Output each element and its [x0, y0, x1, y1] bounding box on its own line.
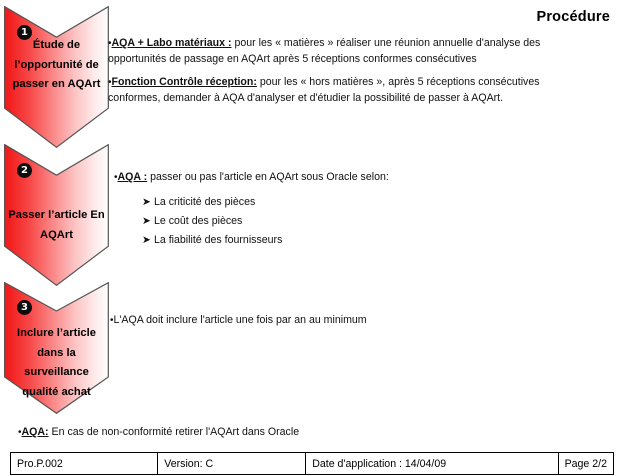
footer-version: Version: C: [158, 453, 306, 475]
criteria-list: [114, 195, 534, 249]
page-title: Procédure: [536, 9, 610, 25]
bullet-icon: •: [18, 427, 22, 438]
process-step-1: [4, 6, 109, 148]
bullet-icon: •: [108, 38, 112, 49]
arrow-right-icon: ➤: [142, 195, 151, 208]
paragraph-text: L'AQA doit inclure l'article une fois par an au minimum: [113, 314, 367, 326]
step-number-badge-1: 1: [17, 25, 32, 40]
paragraph-text: En cas de non-conformité retirer l'AQArt dans Oracle: [48, 426, 300, 438]
table-row: [11, 453, 614, 475]
step-number-badge-2: 2: [17, 163, 32, 178]
paragraph-text: passer ou pas l'article en AQArt sous Oracle selon:: [147, 171, 389, 183]
paragraph-aqa-annual: [110, 313, 530, 329]
step-label-3: Inclure l’article dans la surveillance qualité achat: [17, 327, 96, 398]
paragraph-text: pour les « hors matières », après 5 réceptions consécutives conformes, demander à AQA d'analyser et d'étudier la possibilité de passer à AQArt.: [108, 76, 540, 104]
paragraph-fonction-controle: [108, 75, 560, 105]
document-footer-table: [10, 452, 614, 475]
process-step-2: [4, 144, 109, 286]
paragraph-lead: AQA:: [21, 426, 49, 438]
list-item-label: Le coût des pièces: [154, 214, 243, 227]
paragraph-lead: AQA :: [117, 171, 148, 183]
arrow-right-icon: ➤: [142, 214, 151, 227]
step-3-description: [110, 313, 530, 329]
paragraph-lead: AQA + Labo matériaux :: [111, 37, 232, 49]
list-item-label: La criticité des pièces: [154, 195, 256, 208]
footer-application-date: Date d'application : 14/04/09: [306, 453, 558, 475]
footer-reference: Pro.P.002: [11, 453, 158, 475]
step-number-badge-3: 3: [17, 300, 32, 315]
process-step-3: [4, 282, 109, 414]
closing-note: [18, 425, 578, 441]
step-2-description: [114, 170, 534, 252]
list-item: [114, 214, 534, 230]
bullet-icon: •: [114, 172, 118, 183]
paragraph-aqa-nonconformite: [18, 425, 578, 441]
footer-page-number: Page 2/2: [558, 453, 613, 475]
step-label-2: Passer l’article En AQArt: [8, 209, 105, 241]
list-item: [114, 195, 534, 211]
list-item-label: La fiabilité des fournisseurs: [154, 233, 283, 246]
paragraph-lead: Fonction Contrôle réception:: [111, 76, 257, 88]
paragraph-aqa-oracle: [114, 170, 534, 186]
step-1-description: [108, 36, 560, 105]
bullet-icon: •: [110, 315, 114, 326]
bullet-icon: •: [108, 77, 112, 88]
list-item: [114, 233, 534, 249]
paragraph-text: pour les « matières » réaliser une réunion annuelle d'analyse des opportunités de passage en AQArt après 5 réceptions conformes consécutives: [108, 37, 541, 65]
paragraph-aqa-labo: [108, 36, 560, 66]
step-label-1: Étude de l’opportunité de passer en AQArt: [12, 39, 101, 90]
arrow-right-icon: ➤: [142, 233, 151, 246]
